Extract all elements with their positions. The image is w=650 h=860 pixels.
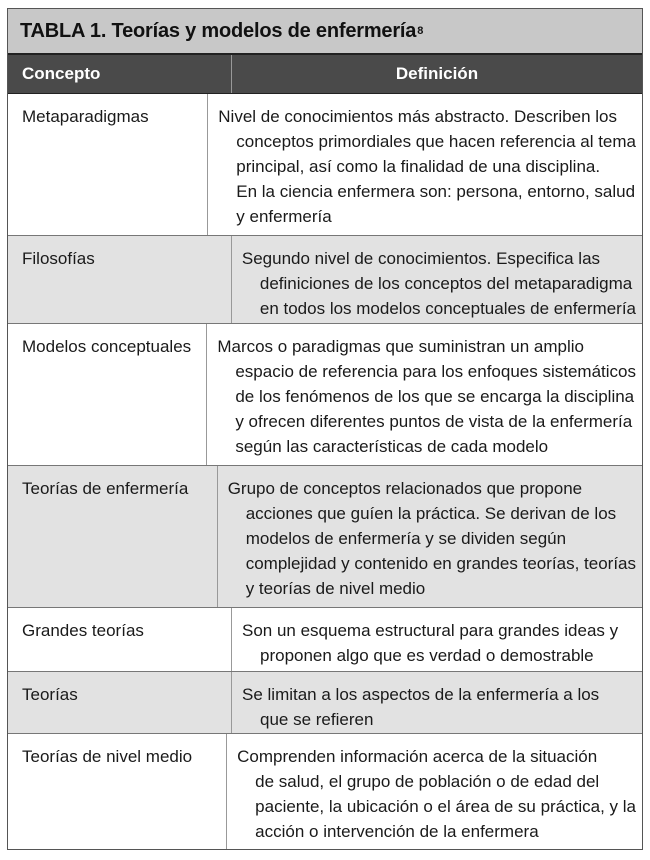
definition-line: Grupo de conceptos relacionados que propone xyxy=(227,479,583,498)
table-row xyxy=(8,236,642,324)
row-definition xyxy=(227,734,642,850)
row-concept: Teorías xyxy=(8,672,232,733)
row-concept: Modelos conceptuales xyxy=(8,324,207,465)
definition-line: definiciones de los conceptos del metaparadigma xyxy=(259,274,633,293)
row-definition xyxy=(232,608,642,671)
row-concept: Grandes teorías xyxy=(8,608,232,671)
definition-line: principal, así como la finalidad de una disciplina. xyxy=(236,157,601,176)
definition-line: acciones que guíen la práctica. Se derivan de los xyxy=(245,504,617,523)
table-row xyxy=(8,324,642,466)
definition-line: Comprenden información acerca de la situación xyxy=(237,747,598,766)
definition-line: Marcos o paradigmas que suministran un amplio xyxy=(217,337,584,356)
row-concept: Teorías de enfermería xyxy=(8,466,218,607)
row-definition xyxy=(208,94,642,235)
definition-line: y teorías de nivel medio xyxy=(245,579,426,598)
definition-line: de los fenómenos de los que se encarga la disciplina xyxy=(235,387,635,406)
table-frame xyxy=(7,8,643,850)
definition-line: y enfermería xyxy=(236,207,332,226)
header-concept: Concepto xyxy=(8,55,232,93)
definition-line: en todos los modelos conceptuales de enfermería xyxy=(259,299,636,318)
row-concept: Filosofías xyxy=(8,236,232,323)
row-definition xyxy=(232,672,642,733)
header-definition: Definición xyxy=(395,64,479,83)
definition-line: y ofrecen diferentes puntos de vista de la enfermería xyxy=(235,412,633,431)
row-concept: Teorías de nivel medio xyxy=(8,734,227,850)
table-row xyxy=(8,94,642,236)
caption-text: TABLA 1. Teorías y modelos de enfermería xyxy=(20,19,417,42)
table-row xyxy=(8,672,642,734)
definition-line: paciente, la ubicación o el área de su práctica, y la xyxy=(255,797,636,816)
table-caption xyxy=(8,9,642,55)
caption-reference: 8 xyxy=(417,25,424,37)
definition-line: que se refieren xyxy=(260,710,374,729)
definition-line: Son un esquema estructural para grandes ideas y xyxy=(242,621,619,640)
definition-line: Se limitan a los aspectos de la enfermería a los xyxy=(242,685,600,704)
definition-line: modelos de enfermería y se dividen según xyxy=(245,529,567,548)
definition-line: Segundo nivel de conocimientos. Especifica las xyxy=(241,249,601,268)
definition-line: acción o intervención de la enfermera xyxy=(255,822,539,841)
table-row xyxy=(8,466,642,608)
definition-line: proponen algo que es verdad o demostrable xyxy=(260,646,594,665)
definition-line: En la ciencia enfermera son: persona, entorno, salud xyxy=(236,182,636,201)
definition-line: según las características de cada modelo xyxy=(235,437,549,456)
row-definition xyxy=(207,324,642,465)
definition-line: de salud, el grupo de población o de edad del xyxy=(255,772,600,791)
definition-line: espacio de referencia para los enfoques sistemáticos xyxy=(235,362,636,381)
table-row xyxy=(8,608,642,672)
table-row xyxy=(8,734,642,850)
row-concept: Metaparadigmas xyxy=(8,94,208,235)
definition-line: conceptos primordiales que hacen referencia al tema xyxy=(236,132,636,151)
row-definition xyxy=(218,466,642,607)
definition-line: Nivel de conocimientos más abstracto. Describen los xyxy=(218,107,617,126)
definition-line: complejidad y contenido en grandes teorías, teorías xyxy=(245,554,636,573)
table-header xyxy=(8,55,642,94)
row-definition xyxy=(232,236,642,323)
